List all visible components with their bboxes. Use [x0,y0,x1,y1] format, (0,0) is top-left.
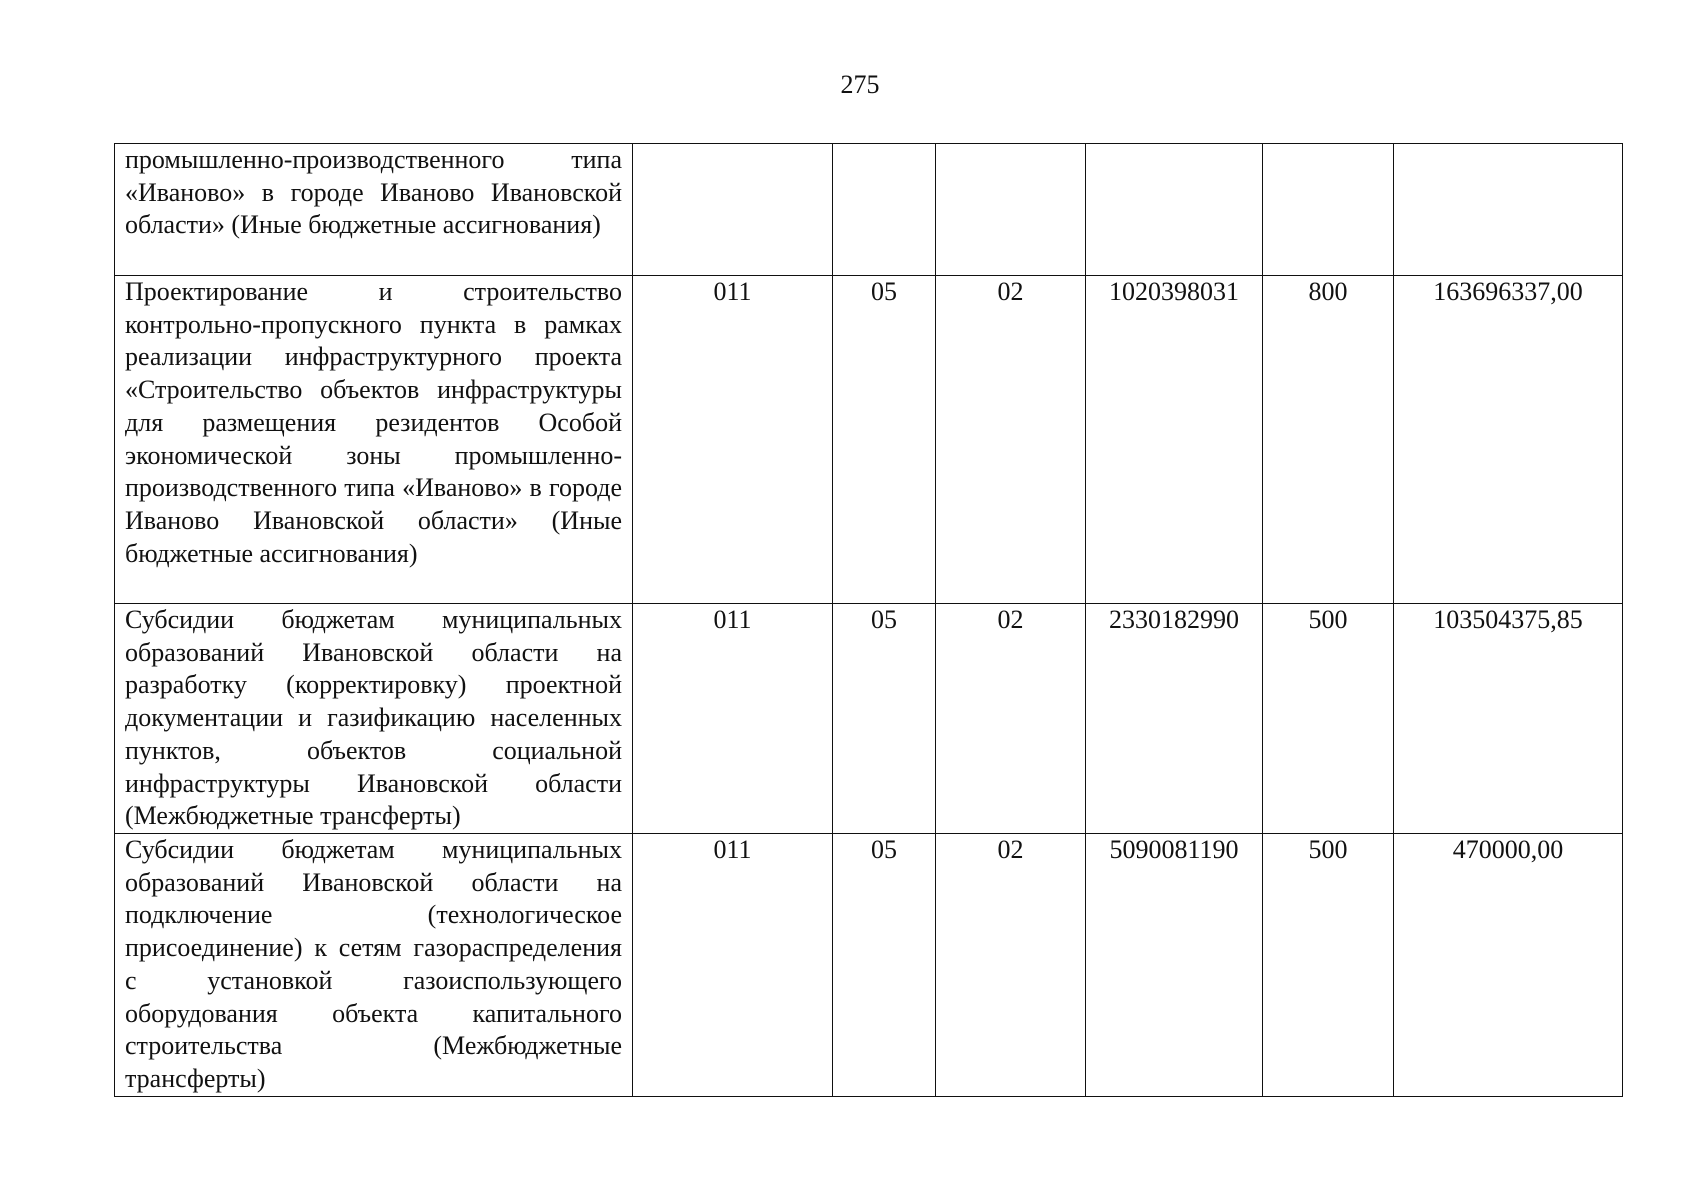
row-ved: 011 [633,276,833,604]
table-row [115,604,1623,834]
row-section [833,144,936,276]
row-subsection: 02 [936,276,1086,604]
row-description: промышленно-производственного типа «Иваново» в городе Иваново Ивановской области» (Иные бюджетные ассигнования) [115,144,633,276]
row-target: 1020398031 [1086,276,1263,604]
table-row [115,276,1623,604]
row-description: Проектирование и строительство контрольно-пропускного пункта в рамках реализации инфраструктурного проекта «Строительство объектов инфраструктуры для размещения резидентов Особой экономической зоны промышленно-производственного типа «Иваново» в городе Иваново Ивановской области» (Иные бюджетные ассигнования) [115,276,633,604]
row-ved: 011 [633,604,833,834]
row-expense-type: 500 [1263,604,1394,834]
row-amount: 470000,00 [1394,834,1623,1097]
row-target [1086,144,1263,276]
row-section: 05 [833,276,936,604]
row-description: Субсидии бюджетам муниципальных образований Ивановской области на подключение (технологическое присоединение) к сетям газораспределения с установкой газоиспользующего оборудования объекта капитального строительства (Межбюджетные трансферты) [115,834,633,1097]
row-subsection [936,144,1086,276]
row-ved: 011 [633,834,833,1097]
row-section: 05 [833,834,936,1097]
row-amount [1394,144,1623,276]
row-target: 5090081190 [1086,834,1263,1097]
row-description: Субсидии бюджетам муниципальных образований Ивановской области на разработку (корректировку) проектной документации и газификацию населенных пунктов, объектов социальной инфраструктуры Ивановской области (Межбюджетные трансферты) [115,604,633,834]
row-amount: 163696337,00 [1394,276,1623,604]
row-section: 05 [833,604,936,834]
budget-table [114,143,1623,1097]
table-row [115,144,1623,276]
row-expense-type [1263,144,1394,276]
row-amount: 103504375,85 [1394,604,1623,834]
row-target: 2330182990 [1086,604,1263,834]
page-number: 275 [840,70,880,99]
row-subsection: 02 [936,604,1086,834]
row-ved [633,144,833,276]
row-subsection: 02 [936,834,1086,1097]
table-row [115,834,1623,1097]
row-expense-type: 800 [1263,276,1394,604]
row-expense-type: 500 [1263,834,1394,1097]
